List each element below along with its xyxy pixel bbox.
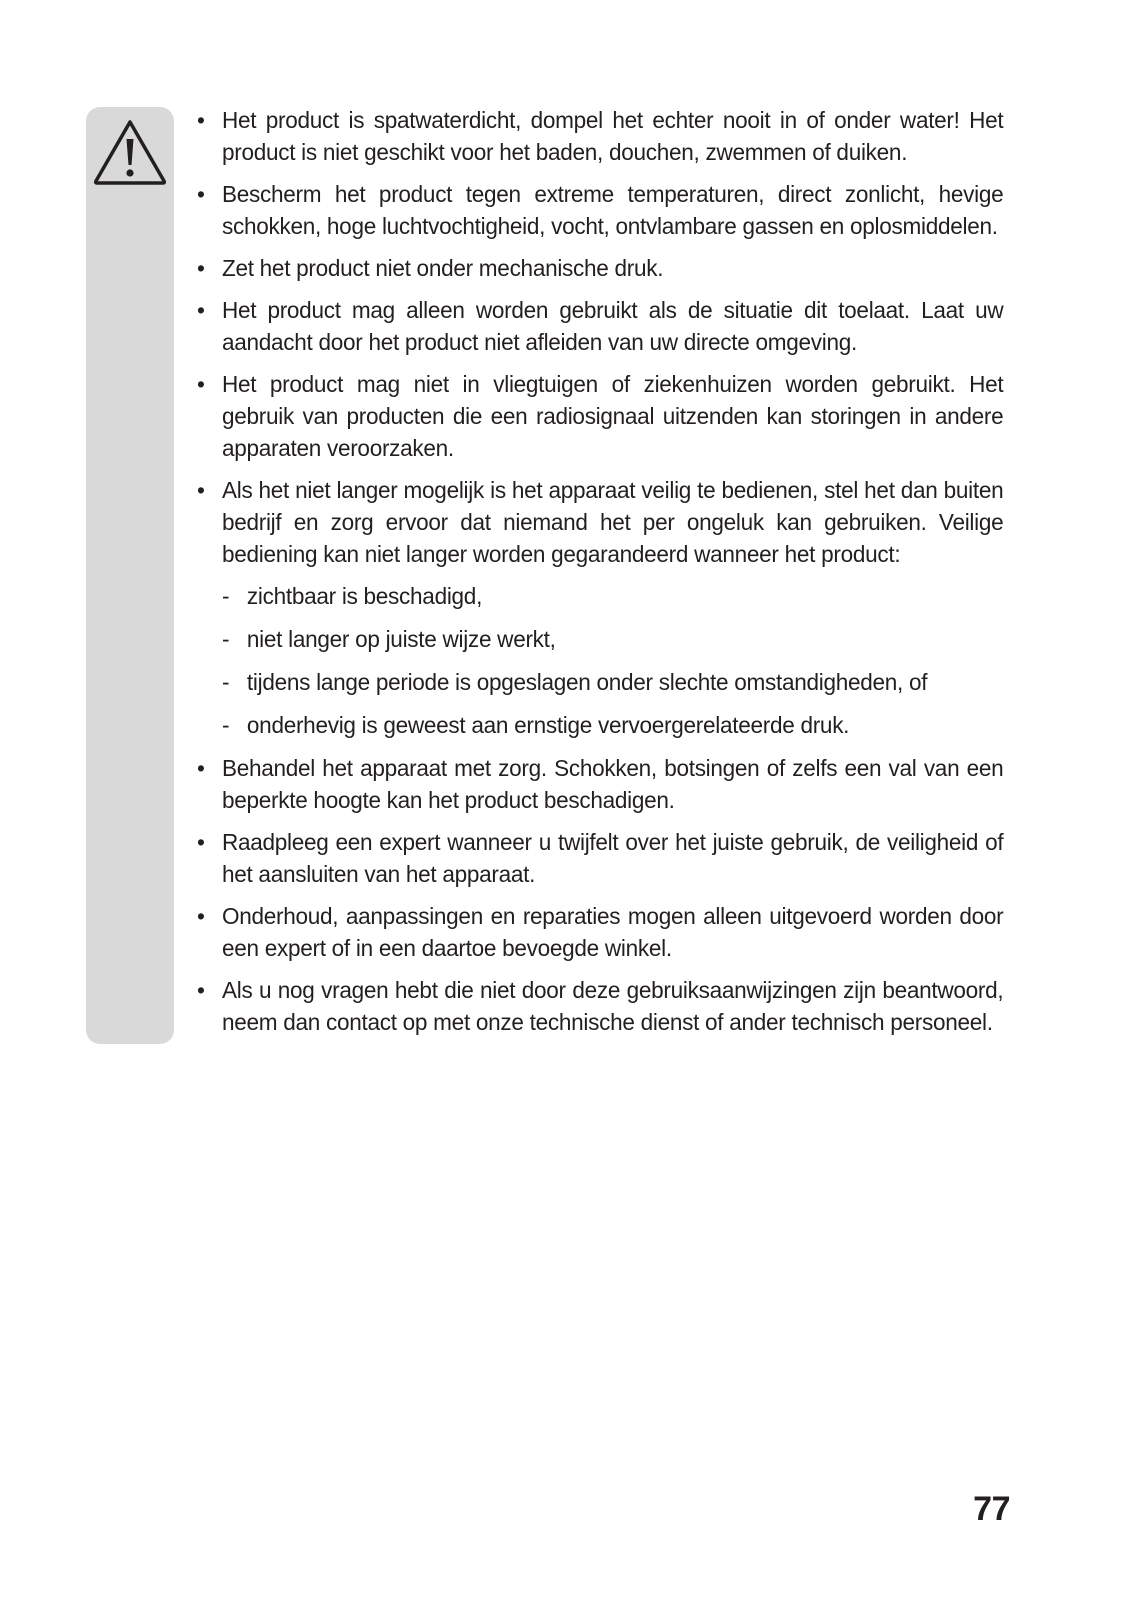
bullet-marker: • [197,477,205,503]
safety-instructions-list [197,104,1009,1048]
dash-marker: - [221,583,230,609]
bullet-marker: • [197,903,205,929]
dash-marker: - [221,712,230,738]
list-item [197,752,1003,816]
list-item-text: niet langer op juiste wijze werkt, [246,626,556,652]
list-item [197,900,1003,964]
sub-list-item [197,709,1028,741]
list-item [197,974,1003,1038]
list-item-text: Onderhoud, aanpassingen en reparaties mogen alleen uitgevoerd worden door een expert of in een daartoe bevoegde winkel. [221,903,1004,961]
page-number: 77 [973,1490,1010,1528]
list-item-text: zichtbaar is beschadigd, [246,583,483,609]
bullet-marker: • [197,755,205,781]
list-item [197,368,1003,464]
sub-list-item [197,623,1028,655]
list-item [197,294,1003,358]
warning-triangle-icon [92,117,168,187]
list-item-text: Als het niet langer mogelijk is het apparaat veilig te bedienen, stel het dan buiten bedrijf en zorg ervoor dat niemand het per ongeluk kan gebruiken. Veilige bediening kan niet langer worden gegarandeerd wanneer het product: [221,477,1004,567]
list-item-text: Het product mag alleen worden gebruikt als de situatie dit toelaat. Laat uw aandacht door het product niet afleiden van uw directe omgeving. [221,297,1004,355]
list-item-text: Behandel het apparaat met zorg. Schokken, botsingen of zelfs een val van een beperkte hoogte kan het product beschadigen. [221,755,1004,813]
list-item-text: Het product mag niet in vliegtuigen of ziekenhuizen worden gebruikt. Het gebruik van producten die een radiosignaal uitzenden kan storingen in andere apparaten veroorzaken. [221,371,1004,461]
bullet-marker: • [197,255,205,281]
list-item-text: Bescherm het product tegen extreme temperaturen, direct zonlicht, hevige schokken, hoge luchtvochtigheid, vocht, ontvlambare gassen en oplosmiddelen. [221,181,1004,239]
list-item-text: onderhevig is geweest aan ernstige vervoergerelateerde druk. [246,712,850,738]
bullet-marker: • [197,977,205,1003]
bullet-marker: • [197,107,205,133]
bullet-marker: • [197,297,205,323]
warning-sidebar [86,107,174,1044]
bullet-marker: • [197,371,205,397]
list-item [197,826,1003,890]
list-item [197,252,1003,284]
sub-list-item [197,580,1028,612]
list-item-text: Zet het product niet onder mechanische druk. [221,255,664,281]
list-item-text: tijdens lange periode is opgeslagen onder slechte omstandigheden, of [246,669,928,695]
list-item [197,178,1003,242]
list-item-text: Raadpleeg een expert wanneer u twijfelt over het juiste gebruik, de veiligheid of het aansluiten van het apparaat. [221,829,1004,887]
list-item-text: Het product is spatwaterdicht, dompel het echter nooit in of onder water! Het product is niet geschikt voor het baden, douchen, zwemmen of duiken. [221,107,1004,165]
sub-list-item [197,666,1028,698]
bullet-marker: • [197,181,205,207]
bullet-marker: • [197,829,205,855]
list-item [197,104,1003,168]
dash-marker: - [221,669,230,695]
list-item [197,474,1003,570]
dash-marker: - [221,626,230,652]
list-item-text: Als u nog vragen hebt die niet door deze gebruiksaanwijzingen zijn beantwoord, neem dan contact op met onze technische dienst of ander technisch personeel. [221,977,1004,1035]
